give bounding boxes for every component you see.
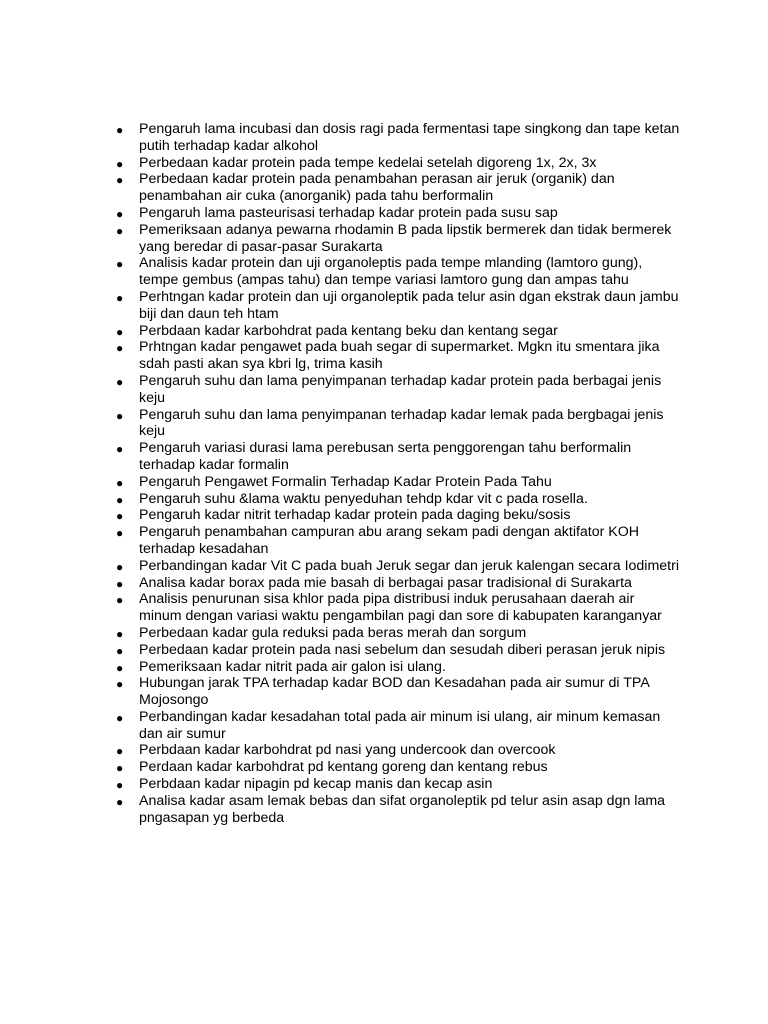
bullet-icon: ●: [116, 660, 124, 675]
list-item: [110, 675, 680, 709]
list-item: [110, 323, 680, 340]
list-item: [110, 659, 680, 676]
list-item: [110, 407, 680, 441]
list-item-text: Perbdaan kadar karbohdrat pd nasi yang undercook dan overcook: [139, 742, 556, 759]
list-item: [110, 742, 680, 759]
list-item: [110, 558, 680, 575]
list-item: [110, 255, 680, 289]
list-item-text: Analisis penurunan sisa khlor pada pipa distribusi induk perusahaan daerah air minum dengan variasi waktu pengambilan pagi dan sore di kabupaten karanganyar: [139, 591, 662, 625]
bullet-icon: ●: [116, 156, 124, 171]
list-item-text: Pengaruh Pengawet Formalin Terhadap Kadar Protein Pada Tahu: [139, 473, 552, 490]
bullet-icon: ●: [116, 324, 124, 339]
list-item: [110, 289, 680, 323]
list-item: [110, 507, 680, 524]
bullet-icon: ●: [116, 223, 124, 238]
list-item-text: Pengaruh kadar nitrit terhadap kadar protein pada daging beku/sosis: [139, 507, 571, 524]
list-item-text: Pemeriksaan kadar nitrit pada air galon isi ulang.: [139, 658, 446, 675]
list-item: [110, 339, 680, 373]
list-item: [110, 575, 680, 592]
list-item-text: Prhtngan kadar pengawet pada buah segar di supermarket. Mgkn itu smentara jika sdah pasti akan sya kbri lg, trima kasih: [139, 339, 660, 373]
list-item-text: Perbdaan kadar karbohdrat pada kentang beku dan kentang segar: [139, 322, 558, 339]
list-item-text: Analisa kadar asam lemak bebas dan sifat organoleptik pd telur asin asap dgn lama pngasapan yg berbeda: [139, 792, 666, 826]
list-item: [110, 642, 680, 659]
list-item: [110, 524, 680, 558]
bullet-icon: ●: [116, 206, 124, 221]
bullet-icon: ●: [116, 593, 124, 608]
list-item-text: Pengaruh variasi durasi lama perebusan serta penggorengan tahu berformalin terhadap kadar formalin: [139, 440, 632, 473]
list-item: [110, 121, 680, 155]
bullet-icon: ●: [116, 576, 124, 591]
list-item-text: Perbedaan kadar gula reduksi pada beras merah dan sorgum: [139, 624, 527, 641]
list-item-text: Perdaan kadar karbohdrat pd kentang goreng dan kentang rebus: [139, 759, 548, 776]
bullet-icon: ●: [116, 492, 124, 507]
list-item: [110, 625, 680, 642]
bullet-icon: ●: [116, 442, 124, 457]
bullet-icon: ●: [116, 677, 124, 692]
list-item: [110, 491, 680, 508]
bullet-icon: ●: [116, 341, 124, 356]
list-item: [110, 205, 680, 222]
bullet-icon: ●: [116, 408, 124, 423]
list-item-text: Pengaruh lama pasteurisasi terhadap kadar protein pada susu sap: [139, 204, 558, 221]
list-item-text: Pemeriksaan adanya pewarna rhodamin B pada lipstik bermerek dan tidak bermerek yang beredar di pasar-pasar Surakarta: [139, 221, 672, 255]
bullet-icon: ●: [116, 475, 124, 490]
list-item-text: Perbedaan kadar protein pada tempe kedelai setelah digoreng 1x, 2x, 3x: [139, 154, 597, 171]
list-item-text: Perbandingan kadar kesadahan total pada air minum isi ulang, air minum kemasan dan air sumur: [139, 708, 661, 742]
list-item-text: Perbandingan kadar Vit C pada buah Jeruk segar dan jeruk kalengan secara Iodimetri: [139, 557, 679, 574]
research-title-list: [110, 121, 680, 826]
list-item: [110, 591, 680, 625]
list-item: [110, 222, 680, 256]
bullet-icon: ●: [116, 559, 124, 574]
bullet-icon: ●: [116, 173, 124, 188]
list-item-text: Pengaruh suhu dan lama penyimpanan terhadap kadar lemak pada bergbagai jenis keju: [139, 406, 664, 440]
bullet-icon: ●: [116, 509, 124, 524]
list-item-text: Perbedaan kadar protein pada penambahan perasan air jeruk (organik) dan penambahan air cuka (anorganik) pada tahu berformalin: [139, 171, 615, 205]
list-item-text: Pengaruh lama incubasi dan dosis ragi pada fermentasi tape singkong dan tape ketan putih terhadap kadar alkohol: [139, 121, 680, 154]
bullet-icon: ●: [116, 626, 124, 641]
bullet-icon: ●: [116, 778, 124, 793]
list-item: [110, 793, 680, 827]
list-item-text: Pengaruh suhu dan lama penyimpanan terhadap kadar protein pada berbagai jenis keju: [139, 372, 662, 406]
list-item-text: Perbdaan kadar nipagin pd kecap manis dan kecap asin: [139, 776, 493, 793]
list-item: [110, 440, 680, 474]
bullet-icon: ●: [116, 374, 124, 389]
bullet-icon: ●: [116, 526, 124, 541]
bullet-icon: ●: [116, 744, 124, 759]
list-item: [110, 155, 680, 172]
bullet-icon: ●: [116, 257, 124, 272]
list-item: [110, 759, 680, 776]
list-item-text: Pengaruh penambahan campuran abu arang sekam padi dengan aktifator KOH terhadap kesadahan: [139, 524, 640, 557]
list-item: [110, 709, 680, 743]
list-item-text: Perhtngan kadar protein dan uji organoleptik pada telur asin dgan ekstrak daun jambu biji dan daun teh htam: [139, 288, 679, 322]
list-item: [110, 776, 680, 793]
list-item-text: Pengaruh suhu &lama waktu penyeduhan tehdp kdar vit c pada rosella.: [139, 490, 588, 507]
bullet-icon: ●: [116, 710, 124, 725]
list-item-text: Analisis kadar protein dan uji organoleptis pada tempe mlanding (lamtoro gung), tempe gembus (ampas tahu) dan tempe variasi lamtoro gung dan ampas tahu: [139, 255, 643, 289]
bullet-icon: ●: [116, 290, 124, 305]
list-item-text: Hubungan jarak TPA terhadap kadar BOD dan Kesadahan pada air sumur di TPA Mojosongo: [139, 675, 650, 709]
list-item: [110, 474, 680, 491]
bullet-icon: ●: [116, 794, 124, 809]
bullet-icon: ●: [116, 643, 124, 658]
list-item-text: Analisa kadar borax pada mie basah di berbagai pasar tradisional di Surakarta: [139, 574, 632, 591]
bullet-icon: ●: [116, 761, 124, 776]
list-item-text: Perbedaan kadar protein pada nasi sebelum dan sesudah diberi perasan jeruk nipis: [139, 641, 666, 658]
list-item: [110, 373, 680, 407]
list-item: [110, 171, 680, 205]
bullet-icon: ●: [116, 123, 124, 137]
